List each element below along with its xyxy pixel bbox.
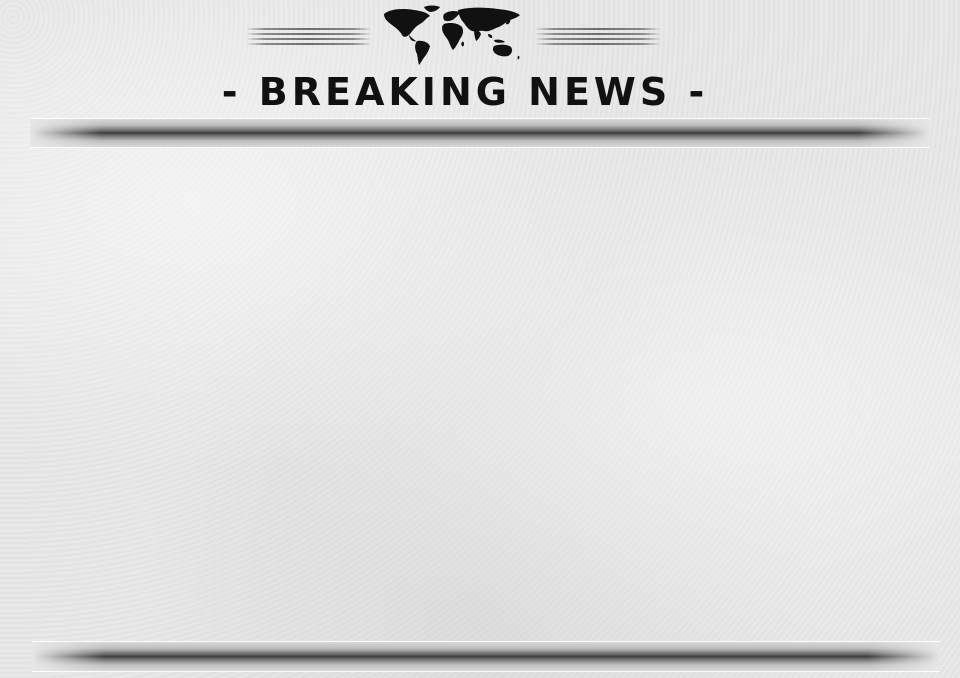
decorative-lines-left xyxy=(246,28,372,48)
world-map-icon xyxy=(380,4,524,66)
content-area xyxy=(30,150,930,638)
footer-divider xyxy=(32,641,940,672)
decorative-lines-right xyxy=(535,28,661,48)
header-divider xyxy=(30,118,930,148)
page-title: - BREAKING NEWS - xyxy=(221,70,709,114)
masthead xyxy=(0,0,960,150)
